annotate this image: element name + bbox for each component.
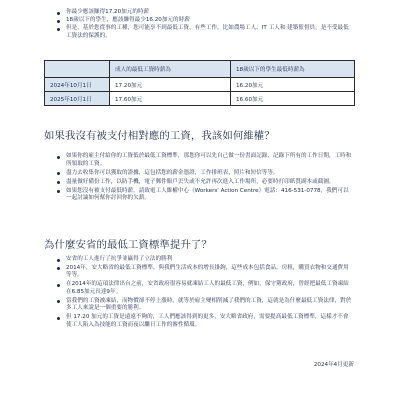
list-item: 但 17.20 加元的工資是遠遠不夠的，工人們應該得到的更多，安大略省政府，需要提高最低工資標準，這樣才不會使工人陷入為技能的工資而夜以繼日工作的審性循環。 xyxy=(54,314,354,329)
table-header-cell xyxy=(45,61,110,78)
list-item: 在2014年的這項法律出台之前，安省政府很容易就凍結工人的最低工資，例如，保守黨政府，曾經把最低工資凍結在6.85加元長達9年。 xyxy=(54,281,354,296)
intro-bullet: 你最少應該賺得17.20加元的時薪 xyxy=(54,9,354,17)
table-cell-adult-wage: 17.20加元 xyxy=(110,78,231,92)
list-item: 安省的工人進行了抗爭並贏得了立法的勝利 xyxy=(54,256,354,264)
wage-increase-bullet-list xyxy=(54,256,354,330)
list-item: 盡力去收集你可以獲取的證據，這包括您的薪金憑證，工作排班表，照片和短信等等。 xyxy=(54,170,354,178)
section-heading-unpaid-wages: 如果我沒有被支付相對應的工資，我該如何維權？ xyxy=(44,130,275,142)
table-cell-date: 2024年10月1日 xyxy=(45,78,110,92)
table-cell-date: 2025年10月1日 xyxy=(45,92,110,106)
list-item: 盡量做好備份工作，以防手機，電子郵件賬戶丟失或不允許再次進入工作場所，必要時打印紙質副本或截圖。 xyxy=(54,179,354,187)
section-heading-wage-increase: 為什麼安省的最低工資標準提升了？ xyxy=(44,239,212,251)
table-header-cell: 18歲以下的學生最低時薪為 xyxy=(231,61,355,78)
table-row xyxy=(45,92,355,106)
table-header-row xyxy=(45,61,355,78)
updated-date: 2024年4月更新 xyxy=(313,362,354,368)
table-header-cell: 成人的最低工資時薪為 xyxy=(110,61,231,78)
table-cell-student-wage: 16.20加元 xyxy=(231,78,355,92)
intro-bullet: 但是，基於您從事的工種，您可能享不到最低工資、有些工作，比如農場工人、IT 工人和 建築監督員，是不受最低工資法的保護的。 xyxy=(54,25,354,40)
intro-bullet: 18歲以下的學生，應該賺得最少16.20加元的時薪 xyxy=(54,17,354,25)
table-cell-adult-wage: 17.60加元 xyxy=(110,92,231,106)
list-item: 2014年，安大略省的最低工資標準，與我們生活成本的增長掛鉤，這些成本包括食品、房租，購買衣物和交通費用等等。 xyxy=(54,265,354,280)
table-row xyxy=(45,78,355,92)
minimum-wage-table xyxy=(44,60,355,106)
list-item: 當我們的工資被凍結，而物價卻不停上漲時，就等於雇主變相削減了我們的工資，這就是為什麼最低工資法律，對於多工人來說是一個重要的勝利。 xyxy=(54,298,354,313)
table-cell-student-wage: 16.60加元 xyxy=(231,92,355,106)
list-item: 如果您沒有被支付最低時薪，請致電工人維權中心（Workers' Action Centre）電話：416-531-0778，我們可以一起討論如何幫你討回你的欠薪。 xyxy=(54,188,354,203)
intro-bullet-list xyxy=(54,9,354,41)
unpaid-wages-bullet-list xyxy=(54,153,354,205)
list-item: 如果你的雇主付給你的工資低於最低工資標準，那您你可以先自己做一份書面記錄，記錄下所有的工作日期，工時和所領取的工資。 xyxy=(54,153,354,168)
